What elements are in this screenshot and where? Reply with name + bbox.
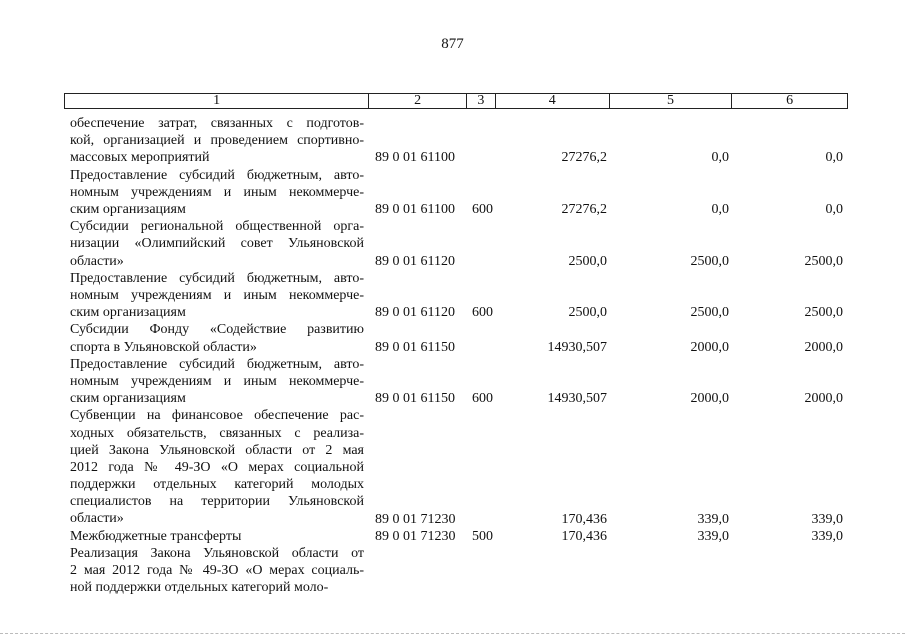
code-cell: 89 0 01 61100 xyxy=(375,150,455,166)
value-col-5: 339,0 xyxy=(697,528,729,544)
code-cell: 89 0 01 61150 xyxy=(375,339,455,355)
description-line: ским организациям xyxy=(70,201,186,217)
row-description xyxy=(70,115,364,167)
description-line: области» xyxy=(70,253,124,269)
header-col-6: 6 xyxy=(786,93,794,108)
description-line: поддержки отдельных категорий молодых xyxy=(70,477,364,493)
row-description xyxy=(70,167,364,219)
description-line: специалистов на территории Ульяновской xyxy=(70,494,364,510)
vr-cell: 600 xyxy=(472,391,493,407)
value-col-5: 2000,0 xyxy=(690,339,729,355)
code-cell: 89 0 01 61120 xyxy=(375,253,455,269)
table-header xyxy=(64,93,848,109)
description-line: Предоставление субсидий бюджетным, авто- xyxy=(70,356,364,372)
value-col-4: 170,436 xyxy=(561,511,607,527)
value-col-4: 2500,0 xyxy=(568,305,607,321)
description-line: 2012 года № 49-ЗО «О мерах социальной xyxy=(70,459,364,475)
value-col-6: 0,0 xyxy=(825,201,843,217)
code-cell: 89 0 01 61120 xyxy=(375,305,455,321)
value-col-6: 2500,0 xyxy=(804,305,843,321)
description-line: Межбюджетные трансферты xyxy=(70,528,242,544)
description-line: ским организациям xyxy=(70,305,186,321)
value-col-6: 339,0 xyxy=(811,528,843,544)
row-description xyxy=(70,270,364,322)
description-line: номным учреждениям и иным некоммерче- xyxy=(70,184,364,200)
table-row xyxy=(0,321,905,355)
description-line: номным учреждениям и иным некоммерче- xyxy=(70,373,364,389)
description-line: Предоставление субсидий бюджетным, авто- xyxy=(70,167,364,183)
description-line: цией Закона Ульяновской области от 2 мая xyxy=(70,442,364,458)
table-row xyxy=(0,356,905,408)
description-line: спорта в Ульяновской области» xyxy=(70,339,257,355)
description-line: массовых мероприятий xyxy=(70,150,210,166)
value-col-4: 27276,2 xyxy=(561,201,607,217)
description-line: ским организациям xyxy=(70,391,186,407)
value-col-6: 2000,0 xyxy=(804,339,843,355)
description-line: Реализация Закона Ульяновской области от xyxy=(70,545,364,561)
description-line: 2 мая 2012 года № 49-ЗО «О мерах социаль- xyxy=(70,563,364,579)
row-description xyxy=(70,321,364,355)
value-col-5: 2000,0 xyxy=(690,391,729,407)
row-description xyxy=(70,545,364,597)
header-col-5: 5 xyxy=(610,94,733,108)
value-col-5: 2500,0 xyxy=(690,305,729,321)
description-line: ходных обязательств, связанных с реализа- xyxy=(70,425,364,441)
table-row xyxy=(0,167,905,219)
table-row xyxy=(0,218,905,270)
description-line: низации «Олимпийский совет Ульяновской xyxy=(70,236,364,252)
value-col-6: 2500,0 xyxy=(804,253,843,269)
value-col-4: 27276,2 xyxy=(561,150,607,166)
table-row xyxy=(0,115,905,167)
code-cell: 89 0 01 71230 xyxy=(375,511,456,527)
table-body xyxy=(0,115,905,597)
value-col-6: 339,0 xyxy=(811,511,843,527)
code-cell: 89 0 01 71230 xyxy=(375,528,456,544)
description-line: кой, организацией и проведением спортивно- xyxy=(70,133,364,149)
page-edge xyxy=(0,633,905,635)
table-row xyxy=(0,528,905,545)
row-description xyxy=(70,218,364,270)
header-col-1: 1 xyxy=(65,94,369,108)
header-col-4: 4 xyxy=(496,94,610,108)
value-col-4: 170,436 xyxy=(561,528,607,544)
value-col-4: 14930,507 xyxy=(547,339,607,355)
description-line: номным учреждениям и иным некоммерче- xyxy=(70,287,364,303)
description-line: Субвенции на финансовое обеспечение рас- xyxy=(70,408,364,424)
value-col-5: 0,0 xyxy=(711,201,729,217)
vr-cell: 600 xyxy=(472,201,493,217)
header-col-2: 2 xyxy=(369,94,467,108)
table-row xyxy=(0,270,905,322)
description-line: обеспечение затрат, связанных с подготов- xyxy=(70,116,364,131)
value-col-4: 2500,0 xyxy=(568,253,607,269)
value-col-5: 2500,0 xyxy=(690,253,729,269)
description-line: Субсидии региональной общественной орга- xyxy=(70,219,364,235)
table-row xyxy=(0,407,905,527)
value-col-5: 0,0 xyxy=(711,150,729,166)
value-col-6: 2000,0 xyxy=(804,391,843,407)
value-col-4: 14930,507 xyxy=(547,391,607,407)
table-row xyxy=(0,545,905,597)
row-description xyxy=(70,407,364,527)
code-cell: 89 0 01 61100 xyxy=(375,201,455,217)
vr-cell: 500 xyxy=(472,528,493,544)
row-description xyxy=(70,356,364,408)
description-line: ной поддержки отдельных категорий моло- xyxy=(70,580,329,596)
row-description xyxy=(70,528,364,545)
code-cell: 89 0 01 61150 xyxy=(375,391,455,407)
description-line: области» xyxy=(70,511,124,527)
value-col-5: 339,0 xyxy=(697,511,729,527)
description-line: Субсидии Фонду «Содействие развитию xyxy=(70,322,364,338)
header-col-3: 3 xyxy=(467,94,496,108)
description-line: Предоставление субсидий бюджетным, авто- xyxy=(70,270,364,286)
value-col-6: 0,0 xyxy=(825,150,843,166)
vr-cell: 600 xyxy=(472,305,493,321)
page-number: 877 xyxy=(441,36,464,52)
